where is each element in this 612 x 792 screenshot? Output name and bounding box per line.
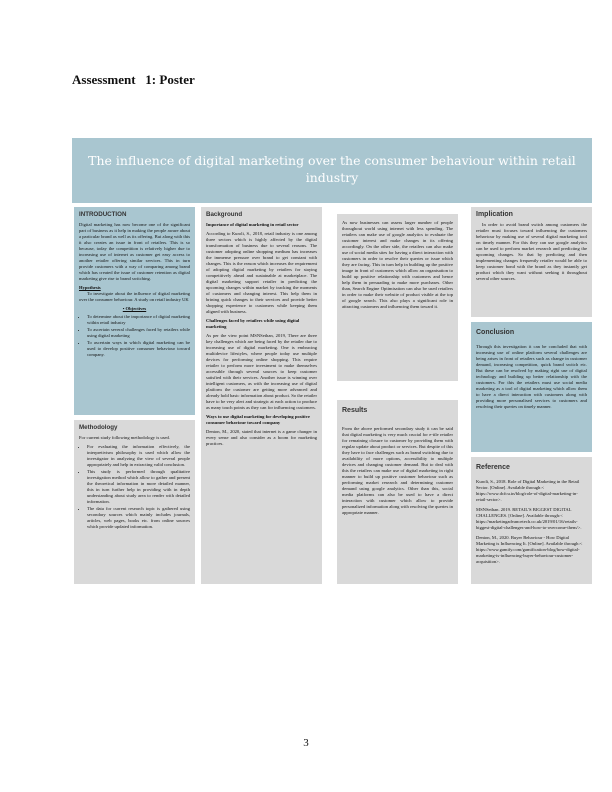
background-text-importance: According to Kuroli, S., 2018, retail industry is one among three sectors which is highly affected by the digital transformation of business due to several reasons. The customer adopting online shopping medium has increases the immense pressure over brand to get constant with changes. This is the reason which increases the requirement of adopting digital marketing by retailers for staying competitively ahead and sustainable at marketplace. The digital marketing support retailer in predicting the upcoming changes within market by tracking the moments of customers and changing interest. This help them in brining quick changes to their services and provide better shopping experience to customers while keeping them aligned with business. xyxy=(206,231,317,314)
page-number: 3 xyxy=(303,737,309,749)
results-title: Results xyxy=(342,407,368,414)
implication-text: In order to avoid brand switch among customers the retailer must focuses toward influencing the customers behaviour by making use of several digital marketing tool on timely manner. For this they can use google analytics can be used to perform market research and predicting the upcoming changes. So that by predicting and then implementing changes frequently retailer would be able to keep customer bond with the brand as they instantly get product which they want without seeking it throughout several other sources. xyxy=(476,222,587,281)
reference-title: Reference xyxy=(476,464,510,471)
background-text-challenges: As per the view point MSNSethan, 2019, There are three key challenges which are being faced by the retailer due to increasing use of digital marketing. One is embracing multidevice lifestyles, where people today use multiple devices for performing online shopping. This require retailer to perform more investment to make themselves accessible through several sources to keep customer satisfied with their services. Another issue is winning over intelligent customers, as with the increasing use of digital platform the customer are getting more advanced and already hold basic information about product. So the retailer have to be very alert and strategic at each action to produce as many touch points as they can for influencing customers. xyxy=(206,333,317,410)
reference-item: Denton, M., 2020. Buyer Behaviour - How Digital Marketing is Influencing It. [Online]. Available through:< https://www.gamify.com/gamification-blog/how-digital-marketing-is-influencing-buyer-behaviour-customer-acquisition>. xyxy=(476,535,583,564)
background-panel xyxy=(201,207,322,584)
reference-panel xyxy=(471,457,592,584)
poster-banner xyxy=(72,138,592,203)
objective-item: • To ascertain ways in which digital marketing can be used to develop positive consumer behaviour toward company. xyxy=(87,340,190,358)
objectives-label: • Objectives xyxy=(122,306,147,311)
poster-title: The influence of digital marketing over the consumer behaviour within retail industry xyxy=(88,153,576,185)
conclusion-title: Conclusion xyxy=(476,329,515,336)
introduction-text: Digital marketing has now become one of the significant part of business as it help in making the people aware about a particular brand as well as its offering. But along with this it also creates an issue in front of retailers. This is so because, today the competition is relatively higher due to increasing use of internet as customer get easy access to another retailer offering similar services. This in turn provide customers with a way of comparing among brand which has created the issue of customer retention as digital marketing give rise to brand switching. xyxy=(79,222,190,281)
introduction-title: INTRODUCTION xyxy=(79,211,127,218)
hypothesis-text: To investigate about the influence of digital marketing over the consumer behaviour. A study on retail industry UK xyxy=(79,291,190,302)
implication-title: Implication xyxy=(476,211,513,218)
background-subheading-importance: Importance of digital marketing in retail sector xyxy=(206,222,299,227)
hypothesis-label: Hypothesis xyxy=(79,285,101,290)
continuation-text: As now businesses can assess larger number of people throughout world using internet with less spending. The retailers can make use of google analytics to evaluate the customer interest and make changes in its offering accordingly. On the other side, the retailers can also make use of social media sites for having a direct interaction with customers in order to resolve their queries or issue which they are facing. This in turn help in building up the positive image in front of customers which allow an organisation to build up positive relationship with customers and hence help them in persuading to make more purchases. Other than, Search Engine Optimisation can also be used retailers in order to make their website of product visible at the top of google search. This also plays a significant role in attracting customers and influencing them toward it. xyxy=(342,220,453,309)
methodology-panel xyxy=(74,420,195,584)
background-subheading-challenges: Challenges faced by retailers while using digital marketing xyxy=(206,318,300,329)
methodology-item: • For evaluating the information effectively, the interpretivism philosophy is used which allow the investigator in analyzing the view of several people appropriately and help in extracting valid conclusion. xyxy=(87,444,190,468)
methodology-intro: For current study following methodology is used. xyxy=(79,435,170,440)
objectives-list xyxy=(79,314,190,358)
introduction-panel xyxy=(74,207,195,415)
reference-item: Kuroli, S., 2018. Role of Digital Marketing in the Retail Sector. [Online]. Available through:< https://www.dcfcu.in/blog/role-of-digital-marketing-in-retail-sector>. xyxy=(476,479,580,502)
background-text-ways: Denton, M., 2020, stated that internet is a game changer in every sense and also consider as a boom for marketing practices. xyxy=(206,429,317,446)
results-panel xyxy=(337,400,458,584)
methodology-item: • The data for current research topic is gathered using secondary sources which mainly includes journals, articles, web pages, books etc. from online sources which provide updated information. xyxy=(87,506,190,530)
results-text: From the above performed secondary study it can be said that digital marketing is very much crucial for e-tile retailer for remaining closure to customer by providing them with regular update about product or services. But despite of this they have to face challenges such as brand switching due to availability of more options, accessibility to multiple devices and changing customer demand. But to deal with this the retailers can make use of digital marketing in right manner to build up positive customer behaviour such as performing market research and determining customer demand using google analytics. Other than this, social media platforms can also be used to have a direct interaction with customer which allow to provide personalized information along with resolving the queries in appropriate manner. xyxy=(342,426,453,515)
objective-item: • To ascertain several challenges faced by retailers while using digital marketing xyxy=(87,327,190,339)
methodology-title: Methodology xyxy=(79,424,118,431)
conclusion-panel xyxy=(471,322,592,452)
background-subheading-ways: Ways to use digital marketing for developing positive consumer behaviour toward company xyxy=(206,414,310,425)
reference-item: MSNSethan. 2019. RETAIL'S BIGGEST DIGITAL CHALLENGES. [Online]. Available through:< https://marketingadvancetech.co.uk/2019/01/16/retails-biggest-digital-challenges-and-how-to-overcome-them/>. xyxy=(476,507,582,530)
methodology-item: • This study is performed through qualitative investigation method which allow to gather and present the theoretical information in more detailed manner, this in turn further help in providing with in depth understanding about study area to render with detailed information. xyxy=(87,469,190,505)
continuation-panel xyxy=(337,214,458,381)
background-title: Background xyxy=(206,211,243,218)
objective-item: • To determine about the importance of digital marketing within retail industry xyxy=(87,314,190,326)
conclusion-text: Through this investigation it can be concluded that with increasing use of online platform several challenges are being arises in front of retailers such as change in customer demand, increasing competition, quick brand switch etc. But these can be resolved by making right use of digital technology and building up better relationship with the customers. For this the retailers must use social media marketing as a tool of digital marketing which allow them to have a direct interaction with customers along with providing more personalised services to customers and resolving their queries on timely manner. xyxy=(476,344,587,409)
methodology-list xyxy=(79,444,190,530)
implication-panel xyxy=(471,207,592,317)
assessment-heading: Assessment 1: Poster xyxy=(72,72,195,87)
